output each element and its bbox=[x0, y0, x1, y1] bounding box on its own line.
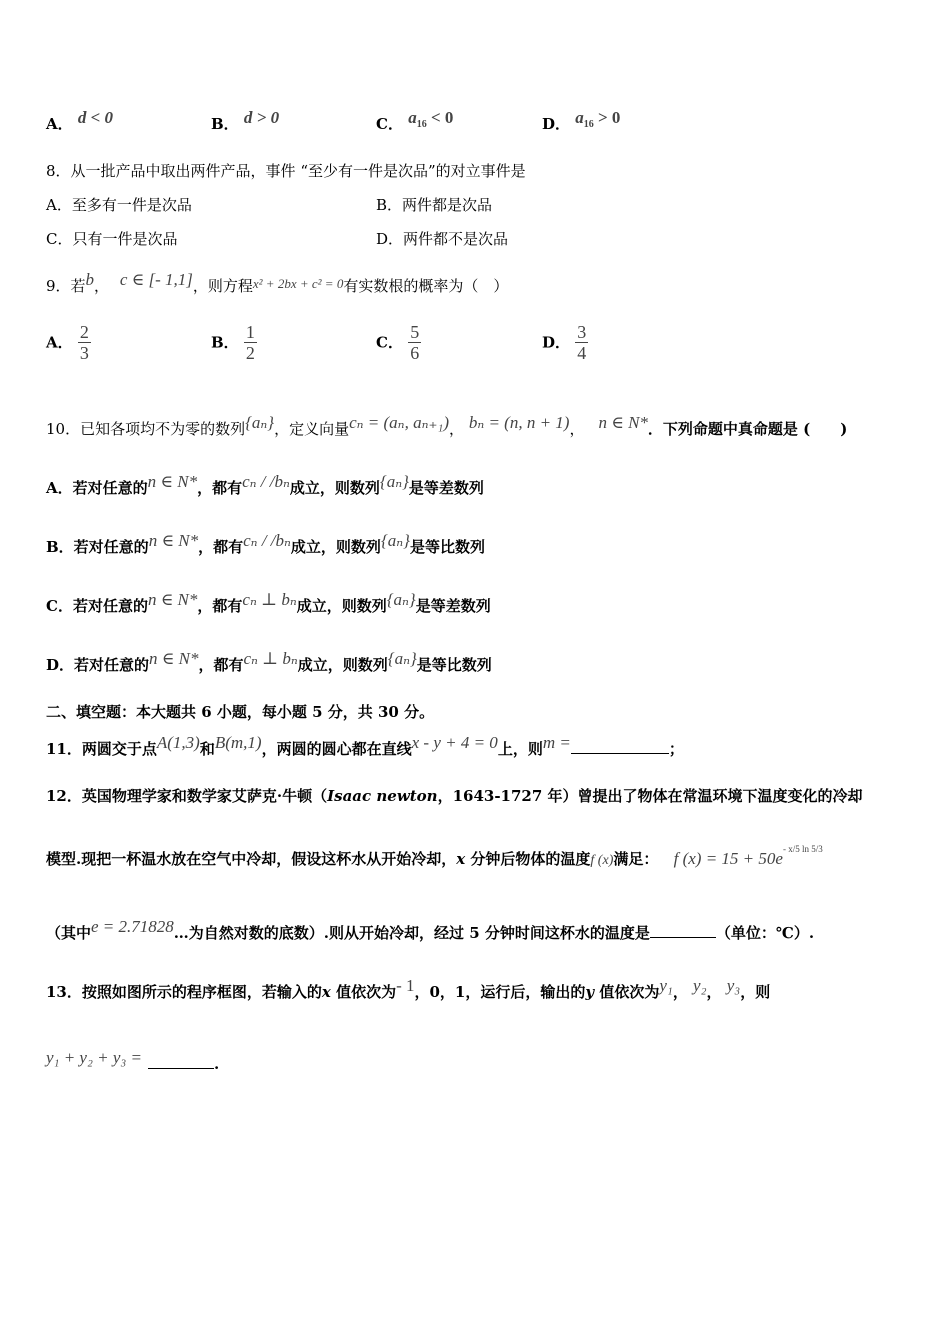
q7-option-a[interactable]: A． d < 0 bbox=[46, 108, 114, 133]
q8-option-c[interactable]: C．只有一件是次品 bbox=[46, 230, 178, 248]
q10-option-a[interactable]: A．若对任意的n ∈ N*，都有cₙ / /bₙ成立，则数列{aₙ}是等差数列 bbox=[46, 472, 484, 497]
q9-option-d-fraction: $\frac{3}{4}$ bbox=[577, 322, 587, 363]
q11-answer-blank[interactable] bbox=[571, 739, 669, 754]
q12-line-3: （其中e = 2.71828…为自然对数的底数）.则从开始冷却，经过 5 分钟时间这杯水的温度是 （单位：℃）. bbox=[46, 917, 815, 942]
q9-option-a-fraction: $\frac{2}{3}$ bbox=[79, 322, 89, 363]
q7-option-c[interactable]: C． $a_{16} < 0$ bbox=[376, 108, 454, 133]
q13-answer-blank[interactable] bbox=[148, 1054, 214, 1069]
q7-option-d[interactable]: D． $a_{16} > 0$ bbox=[542, 108, 621, 133]
q7-option-a-expr: d < 0 bbox=[77, 108, 114, 127]
q9-option-c-fraction: $\frac{5}{6}$ bbox=[410, 322, 420, 363]
q8-option-b[interactable]: B．两件都是次品 bbox=[376, 196, 493, 214]
q10-stem: 10．已知各项均不为零的数列{aₙ}，定义向量cₙ = (aₙ, aₙ₊₁)， bₙ = (n, n + 1)， n ∈ N*．下列命题中真命题是 ( ) bbox=[46, 413, 848, 438]
q7-option-d-expr: $a_{16} > 0$ bbox=[575, 108, 621, 130]
q12-formula-exponent: - x/5 ln 5/3 bbox=[782, 844, 823, 854]
section-2-heading: 二、填空题：本大题共 6 小题，每小题 5 分，共 30 分。 bbox=[46, 703, 435, 721]
q10-option-b[interactable]: B．若对任意的n ∈ N*，都有cₙ / /bₙ成立，则数列{aₙ}是等比数列 bbox=[46, 531, 485, 556]
q12-formula: f (x) = 15 + 50e bbox=[673, 849, 783, 868]
q9-option-a[interactable]: A． $\frac{2}{3}$ bbox=[46, 322, 89, 363]
q7-option-b-expr: d > 0 bbox=[243, 108, 280, 127]
q10-option-d[interactable]: D．若对任意的n ∈ N*，都有cₙ ⊥ bₙ成立，则数列{aₙ}是等比数列 bbox=[46, 649, 492, 674]
q7-option-c-expr: $a_{16} < 0$ bbox=[408, 108, 454, 130]
q7-option-b[interactable]: B． d > 0 bbox=[211, 108, 280, 133]
q13-line-1: 13．按照如图所示的程序框图，若输入的x 值依次为- 1，0，1，运行后，输出的y 值依次为y₁， y₂， y₃，则 bbox=[46, 976, 771, 1001]
q8-option-a[interactable]: A．至多有一件是次品 bbox=[46, 196, 192, 214]
q9-option-b-fraction: $\frac{1}{2}$ bbox=[245, 322, 255, 363]
q12-line-1: 12．英国物理学家和数学家艾萨克·牛顿（Isaac newton，1643-1727 年）曾提出了物体在常温环境下温度变化的冷却 bbox=[46, 787, 863, 805]
q9-option-b[interactable]: B． $\frac{1}{2}$ bbox=[211, 322, 255, 363]
q12-line-2: 模型.现把一杯温水放在空气中冷却，假设这杯水从开始冷却，x 分钟后物体的温度f (x)满足： f $(x) = 15 + 50e^{- x/5 ln 5/3}$ bbox=[46, 844, 823, 868]
q9-stem: 9．若b， c ∈ [- 1,1]，则方程x² + 2bx + c² = 0有实数根的概率为（ ） bbox=[46, 270, 509, 295]
q9-option-d[interactable]: D． $\frac{3}{4}$ bbox=[542, 322, 587, 363]
q13-line-2: y₁ + y₂ + y₃ = . bbox=[46, 1048, 220, 1073]
q9-option-c[interactable]: C． $\frac{5}{6}$ bbox=[376, 322, 420, 363]
q8-option-d[interactable]: D．两件都不是次品 bbox=[376, 230, 509, 248]
q12-answer-blank[interactable] bbox=[650, 923, 716, 938]
q11-stem: 11．两圆交于点A(1,3)和B(m,1)，两圆的圆心都在直线x - y + 4 = 0上，则m = ； bbox=[46, 733, 684, 758]
q10-option-c[interactable]: C．若对任意的n ∈ N*，都有cₙ ⊥ bₙ成立，则数列{aₙ}是等差数列 bbox=[46, 590, 491, 615]
q8-stem: 8．从一批产品中取出两件产品，事件 “至少有一件是次品”的对立事件是 bbox=[46, 162, 526, 180]
